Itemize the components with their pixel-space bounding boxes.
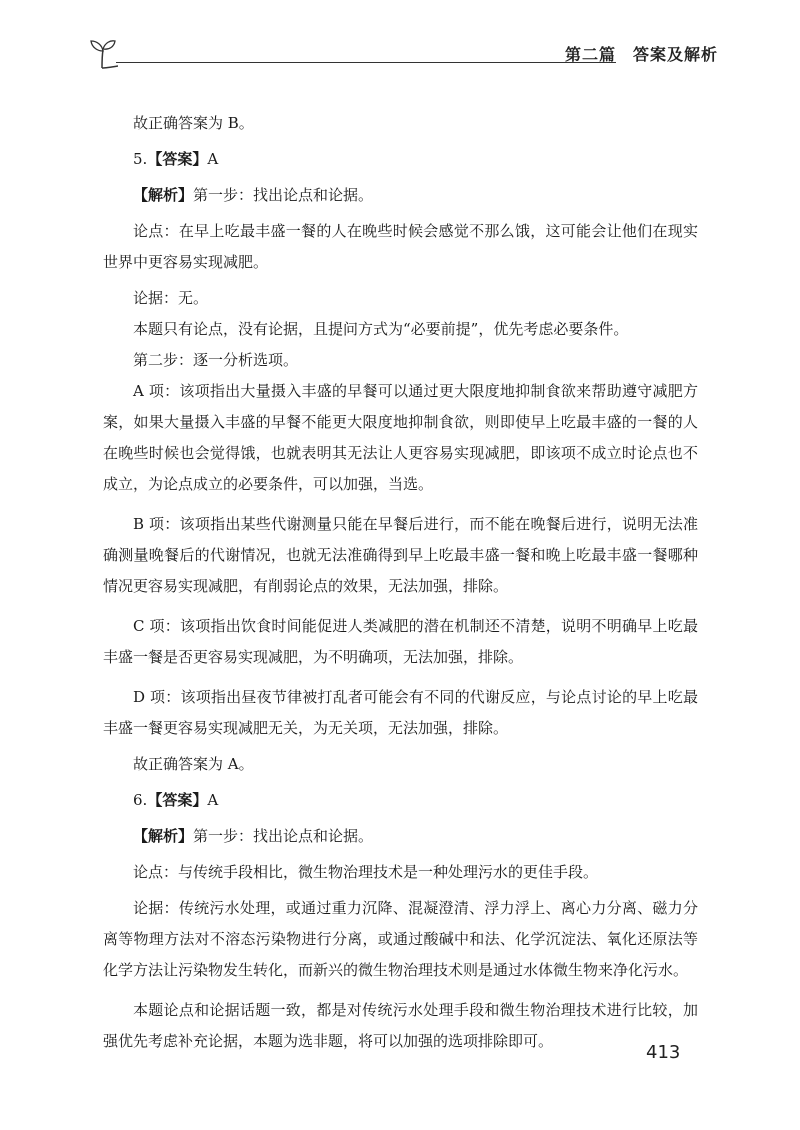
header-rule [116, 62, 616, 63]
answer-value: A [207, 791, 219, 809]
analysis-tag: 【解析】 [133, 186, 194, 204]
evidence-paragraph: 论据：传统污水处理，或通过重力沉降、混凝澄清、浮力浮上、离心力分离、磁力分离等物理方法对不溶态污染物进行分离，或通过酸碱中和法、化学沉淀法、氧化还原法等化学方法让污染物发生转化，而新兴的微生物治理技术则是通过水体微生物来净化污水。 [103, 899, 698, 979]
analysis-line-q5 [103, 180, 698, 211]
argument-paragraph: 论点：与传统手段相比，微生物治理技术是一种处理污水的更佳手段。 [133, 863, 599, 881]
section-title: 第二篇 答案及解析 [564, 45, 718, 64]
sprout-icon [88, 36, 118, 70]
answer-line-q6 [103, 785, 698, 816]
conclusion-paragraph: 故正确答案为 A。 [133, 755, 254, 773]
argument-paragraph: 论点：在早上吃最丰盛一餐的人在晚些时候会感觉不那么饿，这可能会让他们在现实世界中更容易实现减肥。 [103, 222, 698, 271]
option-c-paragraph: C 项：该项指出饮食时间能促进人类减肥的潜在机制还不清楚，说明不明确早上吃最丰盛一餐是否更容易实现减肥，为不明确项，无法加强，排除。 [103, 617, 698, 666]
page-header [88, 32, 718, 72]
note-paragraph: 本题论点和论据话题一致，都是对传统污水处理手段和微生物治理技术进行比较，加强优先考虑补充论据，本题为选非题，将可以加强的选项排除即可。 [103, 1001, 698, 1050]
option-a-paragraph: A 项：该项指出大量摄入丰盛的早餐可以通过更大限度地抑制食欲来帮助遵守减肥方案，如果大量摄入丰盛的早餐不能更大限度地抑制食欲，则即使早上吃最丰盛的一餐的人在晚些时候也会觉得饿，也就表明其无法让人更容易实现减肥，即该项不成立时论点也不成立，为论点成立的必要条件，可以加强，当选。 [103, 382, 698, 493]
question-number: 6. [133, 791, 148, 809]
answer-content [103, 108, 698, 1057]
analysis-line-q6 [103, 821, 698, 852]
evidence-paragraph: 论据：无。 [133, 289, 209, 307]
question-number: 5. [133, 150, 148, 168]
page-number: 413 [646, 1042, 681, 1063]
analysis-tag: 【解析】 [133, 827, 194, 845]
option-b-paragraph: B 项：该项指出某些代谢测量只能在早餐后进行，而不能在晚餐后进行，说明无法准确测量晚餐后的代谢情况，也就无法准确得到早上吃最丰盛一餐和晚上吃最丰盛一餐哪种情况更容易实现减肥，有削弱论点的效果，无法加强，排除。 [103, 515, 698, 595]
note-paragraph: 本题只有论点，没有论据，且提问方式为“必要前提”，优先考虑必要条件。 [133, 320, 629, 338]
answer-tag: 【答案】 [147, 150, 208, 168]
paragraph: 故正确答案为 B。 [133, 114, 254, 132]
answer-line-q5 [103, 144, 698, 175]
answer-tag: 【答案】 [147, 791, 208, 809]
option-d-paragraph: D 项：该项指出昼夜节律被打乱者可能会有不同的代谢反应，与论点讨论的早上吃最丰盛一餐更容易实现减肥无关，为无关项，无法加强，排除。 [103, 688, 698, 737]
answer-value: A [207, 150, 219, 168]
analysis-step: 第一步：找出论点和论据。 [193, 186, 374, 204]
analysis-step: 第一步：找出论点和论据。 [193, 827, 374, 845]
step-paragraph: 第二步：逐一分析选项。 [133, 351, 299, 369]
